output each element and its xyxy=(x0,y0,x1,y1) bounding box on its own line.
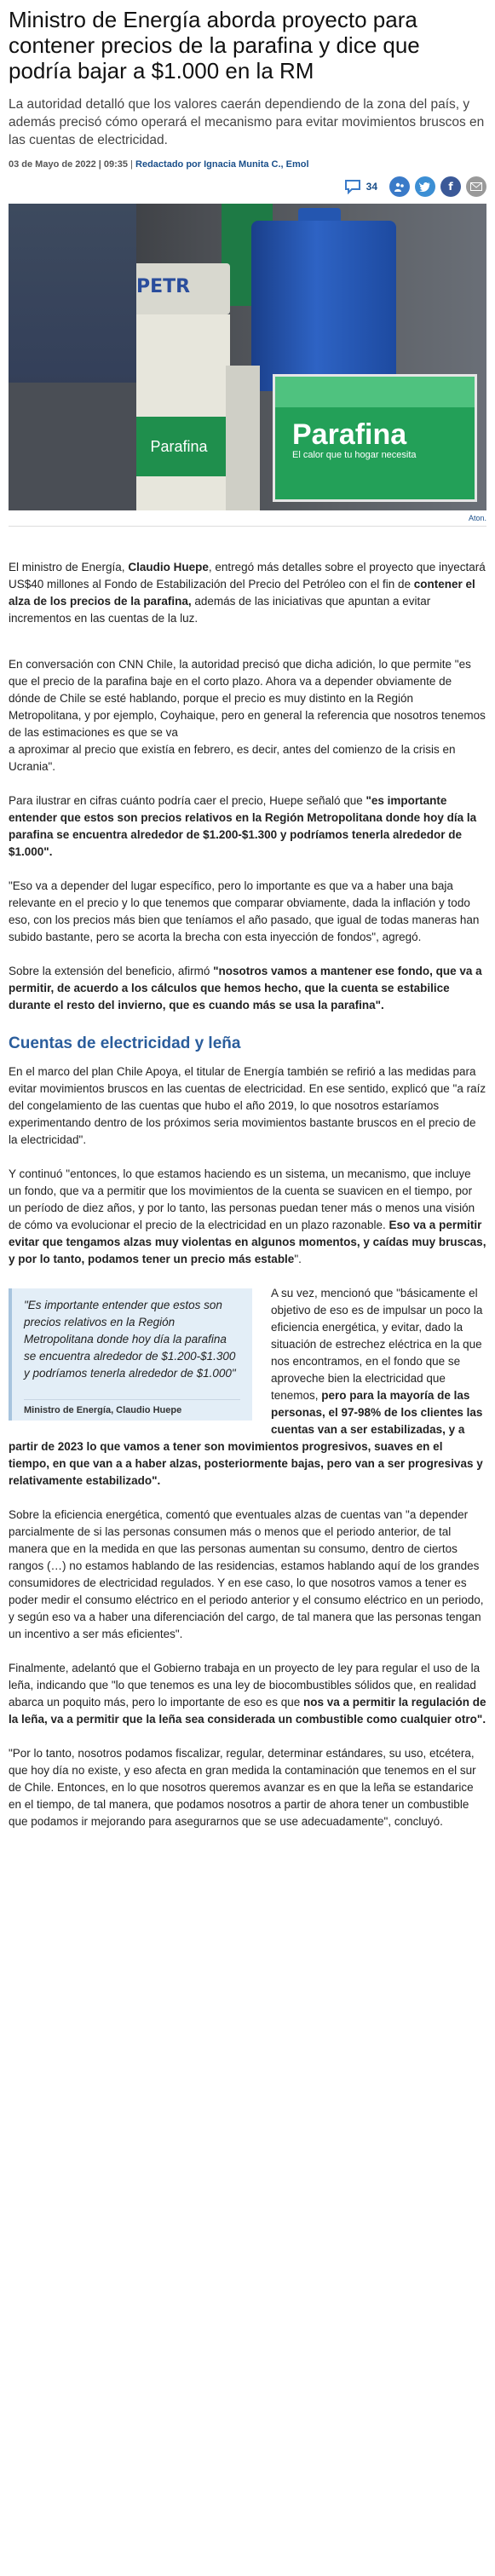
comments-link[interactable] xyxy=(344,179,377,194)
photo-parafina-sign xyxy=(273,374,477,502)
text-run: Y continuó "entonces, lo que estamos haciendo es un sistema, un mecanismo, que incluye un fondo, que va a permitir que los movimientos de la cuenta se suavicen en el tiempo, por un período de diez años, y por lo tanto, las personas puedan tener más o menos una visión de cómo va evolucionar el precio de la electricidad en un plazo razonable. xyxy=(9,1167,475,1231)
email-icon[interactable] xyxy=(466,176,486,197)
comment-count: 34 xyxy=(365,181,377,193)
text-run: además de las iniciativas que apuntan a evitar incrementos en las cuentas de la luz. xyxy=(9,595,431,625)
paragraph xyxy=(9,963,486,1014)
photo-pump-sign: Parafina xyxy=(128,417,230,476)
article-headline: Ministro de Energía aborda proyecto para contener precios de la parafina y dice que podría bajar a $1.000 en la RM xyxy=(9,7,420,84)
comment-bubble-icon xyxy=(344,179,361,194)
text-run-bold: pero para la mayoría de las personas, el 97-98% de los clientes las cuentas van a ser estabilizadas, y a partir de 2023 lo que vamos a tener son movimientos progresivos, suaves en el tiempo, en que van a a haber alzas, posteriormente bajas, pero van a ser progresivas y relativamente estabilizado". xyxy=(9,1389,483,1487)
text-run-bold: contener el alza de los precios de la parafina, xyxy=(9,578,475,608)
article-dek: La autoridad detalló que los valores caerán dependiendo de la zona del país, y además precisó cómo operará el mecanismo para evitar movimientos bruscos en las cuentas de electricidad. xyxy=(9,97,485,147)
text-run: , entregó más detalles sobre el proyecto que inyectará US$40 millones al Fondo de Estabilización del Precio del Petróleo con el fin de xyxy=(9,561,486,591)
twitter-icon[interactable] xyxy=(415,176,435,197)
photo-credit: Aton. xyxy=(9,510,486,527)
facebook-icon[interactable]: f xyxy=(440,176,461,197)
paragraph xyxy=(9,1660,486,1728)
paragraph: En conversación con CNN Chile, la autoridad precisó que dicha adición, lo que permite "es que el precio de la parafina baje en el corto plazo. Ahora va a depender obviamente de dónde de Chile se esté hablando, porque el precio es muy distinto en la Región Metropolitana, y por ejemplo, Coyhaique, pero en general la referencia que nosotros tenemos de las estimaciones es que se va xyxy=(9,658,486,739)
text-run: Finalmente, adelantó que el Gobierno trabaja en un proyecto de ley para regular el uso de la leña, indicando que "lo que tenemos es una ley de biocombustibles sólidos que, en realidad abarca un poquito más, pero lo importante de eso es que xyxy=(9,1662,481,1709)
paragraph: a aproximar al precio que existía en febrero, es decir, antes del comienzo de la crisis en Ucrania". xyxy=(9,743,456,773)
photo-pump-brand: PETR xyxy=(136,276,191,297)
meta-separator: | xyxy=(130,159,133,170)
photo-blue-drum xyxy=(251,221,396,391)
text-run-bold: Claudio Huepe xyxy=(128,561,209,573)
text-run-bold: Eso va a permitir evitar que tengamos alzas muy violentas en algunos momentos, y caídas muy bruscas, y por lo tanto, podamos tener un precio más estable xyxy=(9,1219,486,1265)
paragraph: En el marco del plan Chile Apoya, el titular de Energía también se refirió a las medidas para evitar movimientos bruscos en las cuentas de electricidad. En ese sentido, explicó que "a raíz del congelamiento de las cuentas que hubo el año 2019, lo que nosotros estaríamos experimentando dentro de los próximos seria movimientos bastante bruscos en el precio de la electricidad". xyxy=(9,1065,486,1146)
paragraph xyxy=(9,792,486,861)
pull-quote-text: "Es importante entender que estos son precios relativos en la Región Metropolitana donde hoy día la parafina se encuentra alrededor de $1.200-$1.300 y podríamos tenerla alrededor de $1.000" xyxy=(24,1299,236,1380)
paragraph: Sobre la eficiencia energética, comentó que eventuales alzas de cuentas van "a depender parcialmente de si las personas consumen más o menos que el periodo anterior, de tal manera que en la medida en que las personas aumentan su consumo, dentro de ciertos rangos (…) no estamos hablando de las residencias, estamos hablando aquí de los grandes consumidores de electricidad regulados. Y en ese caso, lo que nosotros vamos a tener es poder medir el consumo eléctrico en el periodo anterior y el consumo eléctrico en un periodo, y según eso va a haber una diferenciación del cargo, de tal manera que las personas tengan un incentivo a ser más eficientes". xyxy=(9,1508,484,1640)
article-author[interactable]: Redactado por Ignacia Munita C., Emol xyxy=(135,159,309,170)
article-date: 03 de Mayo de 2022 | 09:35 xyxy=(9,159,129,170)
share-bar xyxy=(9,176,486,197)
photo-person-legs xyxy=(9,383,136,510)
photo-stand xyxy=(226,366,260,510)
text-run-bold: "nosotros vamos a mantener ese fondo, que va a permitir, de acuerdo a los cálculos que hemos hecho, que la cuenta se estabilice durante el resto del invierno, que es cuando más se usa la parafina". xyxy=(9,965,482,1011)
photo-sign-title: Parafina xyxy=(292,418,407,451)
paragraph xyxy=(9,559,486,627)
text-run: A su vez, mencionó que "básicamente el objetivo de eso es de impulsar un poco la eficiencia energética, y evitar, dado la situación de estrechez eléctrica en la que nos encontramos, en el fondo que se aproveche bien la electricidad que tenemos, xyxy=(271,1287,483,1402)
paragraph: "Eso va a depender del lugar específico, pero lo importante es que va a haber una baja relevante en el precio y lo que tenemos que comparar obviamente, dada la inflación y todo eso, con los precios más bien que teníamos el año pasado, que igual de todas maneras han subido bastante, pero se acorta la brecha con esta inyección de fondos", agregó. xyxy=(9,879,480,943)
text-run: El ministro de Energía, xyxy=(9,561,129,573)
text-run: Sobre la extensión del beneficio, afirmó xyxy=(9,965,214,977)
photo-sign-tagline: El calor que tu hogar necesita xyxy=(292,450,417,460)
pull-quote-attribution: Ministro de Energía, Claudio Huepe xyxy=(24,1399,240,1415)
photo-sign-stripe xyxy=(275,377,475,407)
pull-quote xyxy=(9,1288,252,1421)
text-run-bold: nos va a permitir la regulación de la leña, va a permitir que la leña sea considerada un combustible como cualquier otro". xyxy=(9,1696,486,1726)
category-icon[interactable] xyxy=(389,176,410,197)
article-meta xyxy=(9,159,486,170)
section-title: Cuentas de electricidad y leña xyxy=(9,1034,241,1052)
article-photo xyxy=(9,204,486,510)
paragraph: "Por lo tanto, nosotros podamos fiscalizar, regular, determinar estándares, su uso, etcétera, que hoy día no existe, y eso afecta en gran medida la contaminación que tenemos en el sur de Chile. Entonces, en lo que nosotros queremos avanzar es en que la leña se estandarice en el tiempo, de tal manera, que podamos nosotros a partir de ahora tener un combustible que podamos ir mejorando para asegurarnos que se use adecuadamente", concluyó. xyxy=(9,1747,476,1828)
article-body xyxy=(9,559,486,1830)
text-run: ". xyxy=(294,1253,302,1265)
text-run: Para ilustrar en cifras cuánto podría caer el precio, Huepe señaló que xyxy=(9,794,366,807)
text-run-bold: "es importante entender que estos son precios relativos en la Región Metropolitana donde hoy día la parafina se encuentra alrededor de $1.200-$1.300 y podríamos tenerla alrededor de $1.000". xyxy=(9,794,477,858)
paragraph xyxy=(9,1166,486,1268)
